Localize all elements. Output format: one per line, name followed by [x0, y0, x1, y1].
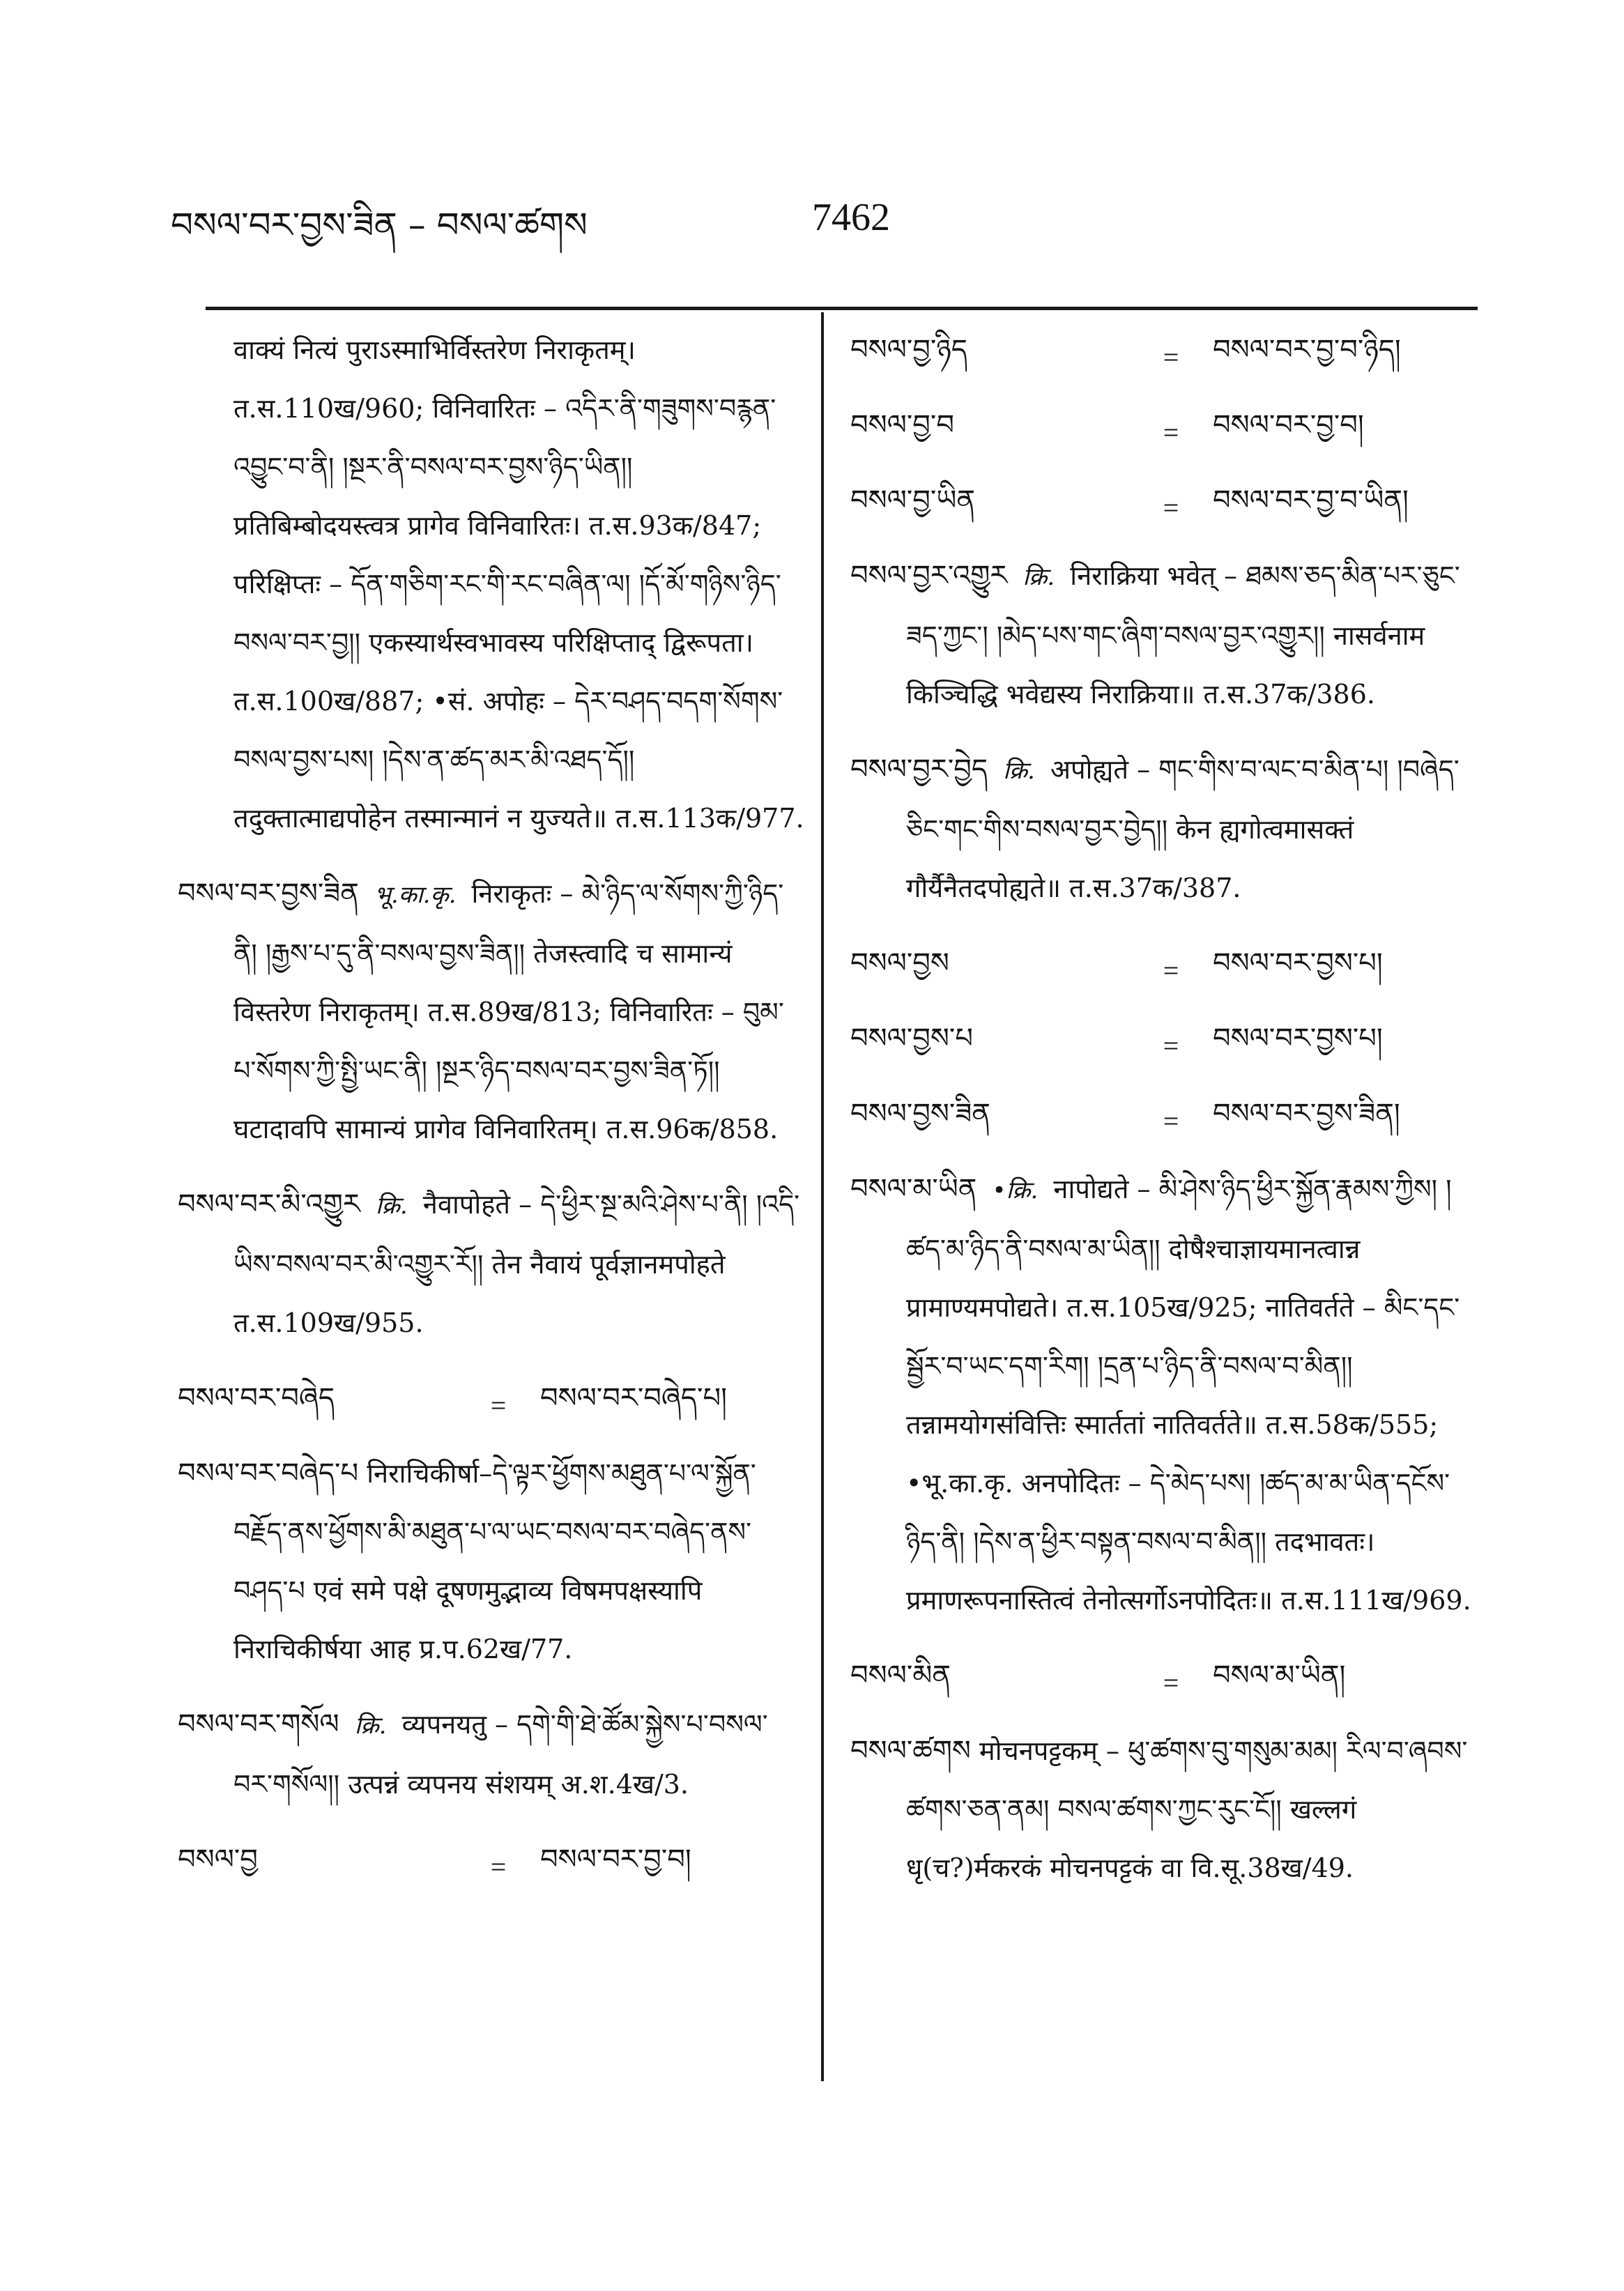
right-column [850, 321, 1478, 1914]
entry-definition: व्यपनयतु – དགེ་གི་ཐེ་ཚོམ་སྐྱེས་པ་བསལ་བར་གསོལ།། उत्पन्नं व्यपनय संशयम् अ.श.4ख/3. [233, 1709, 768, 1800]
equals-sign: = [1163, 1666, 1179, 1699]
entry-headword: བསལ་བྱར་བྱེད [850, 753, 988, 786]
entry-definition: मोचनपट्टकम् – ཕུ་ཚགས་བུ་གསུམ་མམ། རིལ་བ་ཞབས་ཚགས་ཅན་ནམ། བསལ་ཚགས་ཀྱང་རུང་ངོ།། खल्लगं धृ(च?)र्मकरकं मोचनपट्टकं वा वि.सू.38ख/49. [906, 1736, 1468, 1883]
entry-definition: निराकृतः – མེ་ཉིད་ལ་སོགས་ཀྱི་ཉིད་ནི། །རྒྱས་པ་དུ་ནི་བསལ་བྱས་ཟིན།། तेजस्त्वादि च सामान्यं विस्तरेण निराकृतम्। त.स.89ख/813; विनिवारितः – བུམ་པ་སོགས་ཀྱི་སྤྱི་ཡང་ནི། །སྔར་ཉིད་བསལ་བར་བྱས་ཟིན་ཏོ།། घटादावपि सामान्यं प्रागेव विनिवारितम्। त.स.96क/858. [233, 878, 784, 1144]
grammar-label: क्रि. [375, 1192, 408, 1220]
grammar-label: क्रि. [1022, 563, 1055, 591]
entry-headword: བསལ་བར་གསོལ [178, 1708, 339, 1740]
dictionary-entry [178, 864, 805, 1158]
equals-sign: = [1163, 954, 1179, 986]
xref-term: བསལ་བྱས་ཟིན [850, 1097, 990, 1130]
entry-headword: བསལ་བར་བྱས་ཟིན [178, 878, 359, 910]
xref-target: བསལ་བར་བྱ་བ་ཉིད། [1213, 333, 1401, 366]
xref-term: བསལ་བྱ་ཉིད [850, 333, 967, 366]
grammar-label: •क्रि. [992, 1177, 1039, 1204]
xref-target: བསལ་བར་བཞེད་པ། [540, 1381, 727, 1414]
equals-sign: = [1163, 416, 1179, 448]
entry-definition: निराक्रिया भवेत् – ཐམས་ཅད་མིན་པར་ཅུང་ཟད་ཀྱང་། །མེད་པས་གང་ཞིག་བསལ་བྱར་འགྱུར།། नासर्वनाम किञ्चिद्धि भवेद्यस्य निराक्रिया॥ त.स.37क/386. [906, 560, 1460, 710]
xref-target: བསལ་བར་བྱ་བ་ཡིན། [1213, 484, 1409, 516]
xref-target: བསལ་བར་བྱས་པ། [1213, 1022, 1383, 1055]
xref-target: བསལ་བར་བྱས་ཟིན། [1213, 1097, 1400, 1130]
continued-entry-text: वाक्यं नित्यं पुराऽस्माभिर्विस्तरेण निराकृतम्। त.स.110ख/960; विनिवारितः – འདིར་ནི་གཟུགས་བརྙན་འབྱུང་བ་ནི། །སྔར་ནི་བསལ་བར་བྱས་ཉིད་ཡིན།། प्रतिबिम्बोदयस्त्वत्र प्रागेव विनिवारितः। त.स.93क/847; परिक्षिप्तः – དོན་གཅིག་རང་གི་རང་བཞིན་ལ། །དོ་མོ་གཉིས་ཉིད་བསལ་བར་བྱ།། एकस्यार्थस्वभावस्य परिक्षिप्ताद् द्विरूपता। त.स.100ख/887; •सं. अपोहः – དེར་བཤད་བདག་སོགས་བསལ་བྱས་པས། །དེས་ན་ཚད་མར་མི་འཐད་དོ།། तदुक्तात्माद्यपोहेन तस्मान्मानं न युज्यते॥ त.स.113क/977. [233, 335, 804, 834]
cross-reference [850, 1085, 1478, 1157]
page-number: 7462 [812, 196, 890, 239]
cross-reference [850, 471, 1478, 544]
entry-definition: नापोद्यते – མི་ཤེས་ཉིད་ཕྱིར་སྐྱོན་རྣམས་ཀྱིས། །ཚད་མ་ཉིད་ནི་བསལ་མ་ཡིན།། दोषैश्चाज्ञायमानत्वान्न प्रामाण्यमपोद्यते। त.स.105ख/925; नातिवर्तते – མིང་དང་སྦྱོར་བ་ཡང་དག་རིག། །དྲན་པ་ཉིད་ནི་བསལ་བ་མིན།། तन्नामयोगसंवित्तिः स्मार्ततां नातिवर्तते॥ त.स.58क/555; •भू.का.कृ. अनपोदितः – དེ་མེད་པས། །ཚད་མ་མ་ཡིན་དངོས་ཉིད་ནི། །དེས་ན་ཕྱིར་བསྟན་བསལ་བ་མིན།། तदभावतः। प्रमाणरूपनास्तित्वं तेनोत्सर्गोऽनपोदितः॥ त.स.111ख/969. [906, 1174, 1471, 1616]
entry-definition: निराचिकीर्षा–དེ་ལྟར་ཕྱོགས་མཐུན་པ་ལ་སྐྱོན་བརྗོད་ནས་ཕྱོགས་མི་མཐུན་པ་ལ་ཡང་བསལ་བར་བཞེད་ནས་བཤད་པ एवं समे पक्षे दूषणमुद्भाव्य विषमपक्षस्यापि निराचिकीर्षया आह प्र.प.62ख/77. [233, 1458, 756, 1664]
dictionary-entry [178, 1444, 805, 1678]
entry-headword: བསལ་བར་བཞེད་པ [178, 1457, 359, 1489]
dictionary-entry [178, 1175, 805, 1352]
equals-sign: = [1163, 491, 1179, 523]
equals-sign: = [490, 1851, 507, 1883]
entry-definition: नैवापोहते – དེ་ཕྱིར་སྔ་མའི་ཤེས་པ་ནི། །འདི་ཡིས་བསལ་བར་མི་འགྱུར་རོ།། तेन नैवायं पूर्वज्ञानमपोहते त.स.109ख/955. [233, 1189, 800, 1338]
cross-reference [850, 321, 1478, 393]
dictionary-entry [850, 1722, 1478, 1897]
dictionary-entry [850, 740, 1478, 917]
grammar-label: क्रि. [354, 1712, 387, 1740]
xref-term: བསལ་བྱ [178, 1843, 258, 1876]
xref-term: བསལ་མིན [850, 1659, 951, 1692]
xref-term: བསལ་བར་བཞེད [178, 1381, 335, 1414]
xref-target: བསལ་བར་བྱས་པ། [1213, 947, 1383, 979]
cross-reference [850, 934, 1478, 1006]
xref-term: བསལ་བྱ་བ [850, 408, 954, 441]
left-column [178, 321, 805, 1906]
xref-term: བསལ་བྱས [850, 947, 949, 979]
dictionary-entry [178, 1695, 805, 1814]
xref-target: བསལ་བར་བྱ་བ། [540, 1843, 691, 1876]
xref-term: བསལ་བྱས་པ [850, 1022, 973, 1055]
xref-target: བསལ་མ་ཡིན། [1213, 1659, 1346, 1692]
grammar-label: क्रि. [1003, 757, 1035, 785]
xref-target: བསལ་བར་བྱ་བ། [1213, 408, 1364, 441]
entry-definition: अपोह्यते – གང་གིས་བ་ལང་བ་མིན་པ། །བཞེད་ཅིང་གང་གིས་བསལ་བྱར་བྱེད།། केन ह्यगोत्वमासक्तं गौर्यैनैतदपोह्यते॥ त.स.37क/387. [906, 754, 1460, 903]
cross-reference [850, 396, 1478, 468]
equals-sign: = [490, 1389, 507, 1421]
dictionary-entry [850, 1160, 1478, 1630]
equals-sign: = [1163, 1105, 1179, 1137]
cross-reference [850, 1009, 1478, 1082]
xref-term: བསལ་བྱ་ཡིན [850, 484, 975, 516]
entry-headword: བསལ་ཚགས [850, 1735, 971, 1767]
entry-headword: བསལ་བར་མི་འགྱུར [178, 1188, 360, 1220]
grammar-label: भू.का.कृ. [374, 881, 457, 909]
equals-sign: = [1163, 341, 1179, 373]
cross-reference [178, 1369, 805, 1441]
equals-sign: = [1163, 1029, 1179, 1062]
entry-headword: བསལ་མ་ཡིན [850, 1173, 977, 1205]
column-divider [821, 312, 824, 2081]
header-rule [206, 307, 1478, 310]
dictionary-entry [850, 546, 1478, 723]
running-head: བསལ་བར་བྱས་ཟིན – བསལ་ཚགས [171, 205, 588, 245]
cross-reference [178, 1830, 805, 1903]
entry-headword: བསལ་བྱར་འགྱུར [850, 560, 1008, 592]
cross-reference [850, 1646, 1478, 1719]
